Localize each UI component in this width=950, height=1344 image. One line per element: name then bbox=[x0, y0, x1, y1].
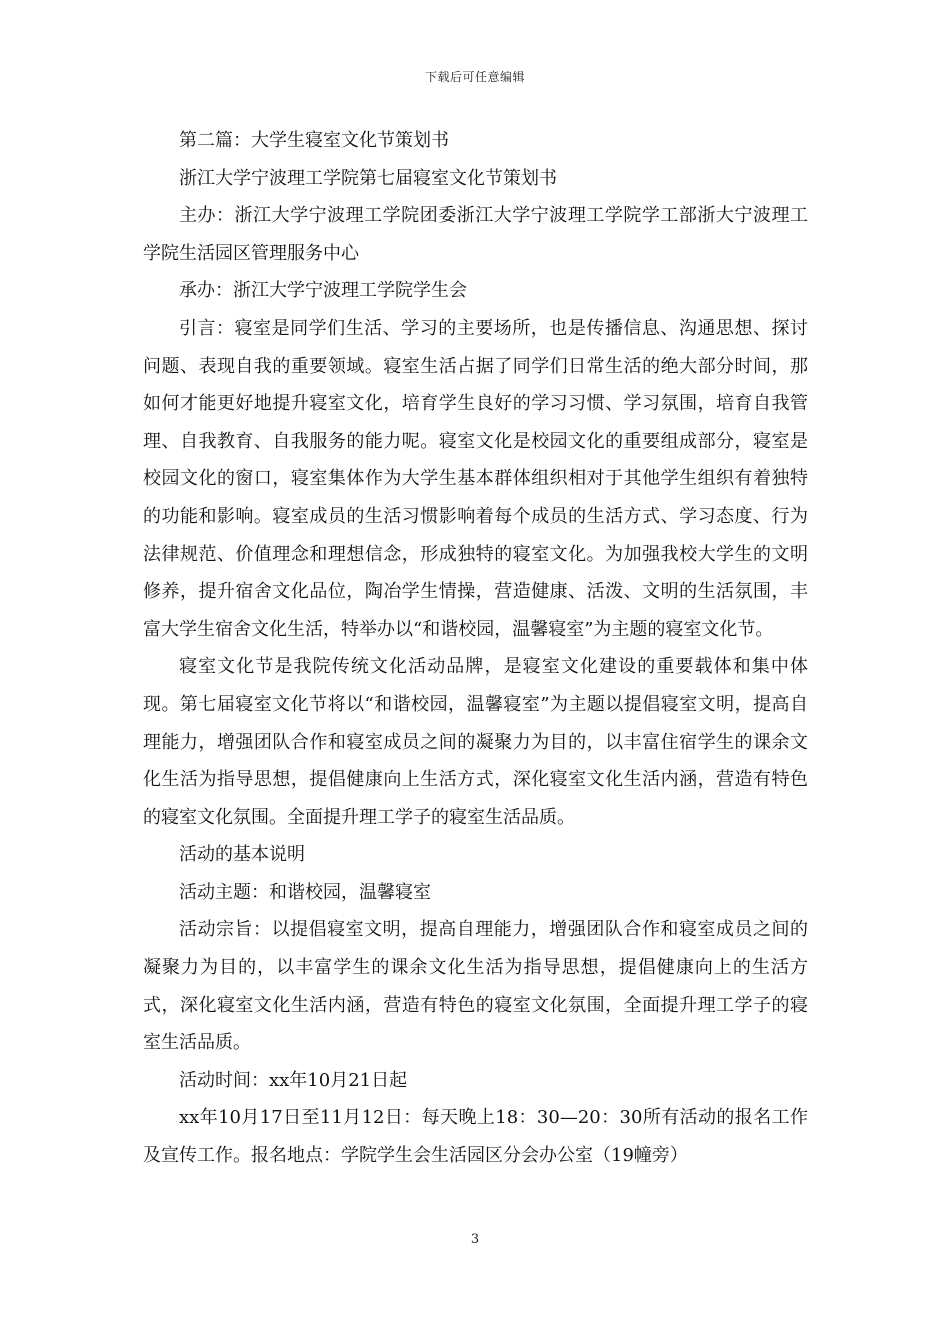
page-number: 3 bbox=[470, 1232, 480, 1247]
page-header: 下载后可任意编辑 bbox=[424, 70, 525, 84]
activity-time: 活动时间：xx年10月21日起 bbox=[179, 1069, 408, 1091]
undertaker-paragraph: 承办：浙江大学宁波理工学院学生会 bbox=[179, 280, 467, 302]
document-title: 浙江大学宁波理工学院第七届寝室文化节策划书 bbox=[179, 167, 557, 189]
registration-schedule: xx年10月17日至11月12日：每天晚上18：30—20：30所有活动的报名工作及宣传工作。报名地点：学院学生会生活园区分会办公室（19幢旁） bbox=[143, 1107, 808, 1167]
activity-purpose: 活动宗旨：以提倡寝室文明，提高自理能力，增强团队合作和寝室成员之间的凝聚力为目的，以丰富学生的课余文化生活为指导思想，提倡健康向上的生活方式，深化寝室文化生活内涵，营造有特色的寝室文化氛围，全面提升理工学子的寝室生活品质。 bbox=[143, 919, 808, 1054]
festival-description-paragraph: 寝室文化节是我院传统文化活动品牌，是寝室文化建设的重要载体和集中体现。第七届寝室文化节将以“和谐校园，温馨寝室”为主题以提倡寝室文明，提高自理能力，增强团队合作和寝室成员之间的凝聚力为目的，以丰富住宿学生的课余文化生活为指导思想，提倡健康向上生活方式，深化寝室文化生活内涵，营造有特色的寝室文化氛围。全面提升理工学子的寝室生活品质。 bbox=[143, 656, 808, 828]
document-body bbox=[143, 122, 808, 1175]
introduction-paragraph: 引言：寝室是同学们生活、学习的主要场所，也是传播信息、沟通思想、探讨问题、表现自我的重要领域。寝室生活占据了同学们日常生活的绝大部分时间，那如何才能更好地提升寝室文化，培育学生良好的学习习惯、学习氛围，培育自我管理、自我教育、自我服务的能力呢。寝室文化是校园文化的重要组成部分，寝室是校园文化的窗口，寝室集体作为大学生基本群体组织相对于其他学生组织有着独特的功能和影响。寝室成员的生活习惯影响着每个成员的生活方式、学习态度、行为法律规范、价值理念和理想信念，形成独特的寝室文化。为加强我校大学生的文明修养，提升宿舍文化品位，陶冶学生情操，营造健康、活泼、文明的生活氛围，丰富大学生宿舍文化生活，特举办以“和谐校园，温馨寝室”为主题的寝室文化节。 bbox=[143, 317, 808, 640]
activity-basic-heading: 活动的基本说明 bbox=[179, 844, 305, 866]
activity-theme: 活动主题：和谐校园，温馨寝室 bbox=[179, 881, 431, 903]
organizer-paragraph: 主办：浙江大学宁波理工学院团委浙江大学宁波理工学院学工部浙大宁波理工学院生活园区管理服务中心 bbox=[143, 205, 808, 264]
section-title: 第二篇：大学生寝室文化节策划书 bbox=[179, 130, 449, 151]
